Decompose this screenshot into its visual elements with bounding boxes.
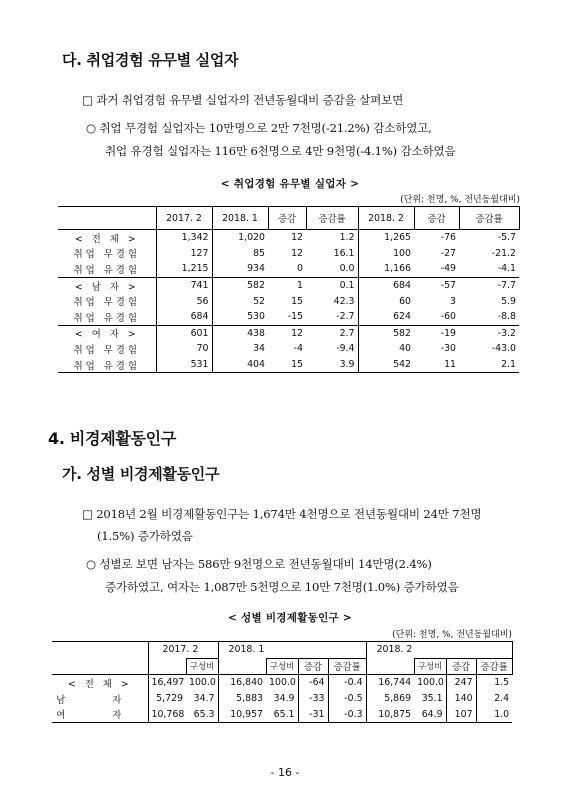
cell: 0.0	[306, 261, 358, 277]
cell: 56	[156, 293, 212, 309]
sub-bullet-line: ○ 성별로 보면 남자는 586만 9천명으로 전년동월대비 14만명(2.4%)	[86, 557, 432, 571]
table-row	[52, 691, 512, 707]
cell: -43.0	[491, 343, 516, 355]
cell: -19	[414, 325, 459, 341]
cell: 624	[393, 311, 411, 323]
cell: 5,729	[156, 693, 183, 705]
cell: -33	[298, 691, 328, 707]
table-row	[58, 325, 519, 341]
col-header: 증감	[268, 207, 306, 230]
cell: -4	[293, 343, 303, 355]
table-unit-note: (단위: 천명, %, 전년동월대비)	[392, 630, 512, 640]
cell: 3.9	[306, 357, 358, 373]
table-row	[58, 341, 519, 357]
cell: 10,768	[148, 706, 186, 722]
cell: 12	[268, 325, 306, 341]
table-row	[58, 293, 519, 309]
cell: 16,744	[366, 675, 414, 691]
col-header: 증감률	[459, 207, 519, 230]
cell: -0.3	[328, 706, 366, 722]
cell: 100.0	[266, 675, 298, 691]
bullet-paragraph: □ 과거 취업경험 유무별 실업자의 전년동월대비 증감을 살펴보면	[82, 93, 404, 107]
cell: -0.4	[328, 675, 366, 691]
cell: -9.4	[306, 341, 358, 357]
cell: 65.3	[186, 706, 218, 722]
col-subheader: 증감률	[476, 658, 512, 675]
cell: 582	[212, 277, 268, 293]
cell: -7.7	[459, 277, 519, 293]
cell: -57	[414, 277, 459, 293]
cell: 140	[446, 691, 476, 707]
table-row	[58, 230, 519, 246]
table-caption: < 성별 비경제활동인구 >	[227, 612, 353, 624]
col-header: 2017. 2	[156, 207, 212, 230]
cell: -60	[440, 311, 456, 323]
cell: -5.7	[459, 230, 519, 246]
table-row	[58, 357, 519, 373]
cell: 1,342	[156, 230, 212, 246]
cell: 5.9	[501, 295, 516, 307]
inactive-by-gender-table	[52, 641, 513, 723]
cell: 34.9	[266, 691, 298, 707]
row-label: < 전 체 >	[52, 675, 148, 691]
cell: 127	[156, 246, 212, 262]
sub-bullet-line: 취업 유경험 실업자는 116만 6천명으로 4만 9천명(-4.1%) 감소하였음	[105, 144, 456, 158]
cell: 5,869	[384, 693, 412, 705]
sub-bullet-line: 증가하였고, 여자는 1,087만 5천명으로 10만 7천명(1.0%) 증가하였음	[105, 580, 459, 594]
cell: -0.5	[328, 691, 366, 707]
cell: -76	[414, 230, 459, 246]
table-unit-note: (단위: 천명, %, 전년동월대비)	[400, 195, 520, 205]
cell: 16,497	[148, 675, 186, 691]
row-label: < 남 자 >	[58, 277, 156, 293]
row-label: 취업 무경험	[58, 246, 156, 262]
cell: -3.2	[459, 325, 519, 341]
col-subheader: 증감	[298, 658, 328, 675]
cell: 1,166	[384, 263, 411, 275]
bullet-paragraph: □ 2018년 2월 비경제활동인구는 1,674만 4천명으로 전년동월대비 24만 7천명	[82, 507, 482, 521]
cell: 64.9	[414, 706, 446, 722]
cell: 1,265	[358, 230, 414, 246]
cell: 100	[393, 247, 411, 259]
cell: 0	[297, 263, 303, 275]
cell: 1.2	[306, 230, 358, 246]
cell: 0.1	[306, 277, 358, 293]
col-header: 2018. 2	[358, 207, 414, 230]
cell: 34.7	[186, 691, 218, 707]
cell: 601	[156, 325, 212, 341]
cell: 52	[253, 295, 265, 307]
col-header: 2017. 2	[148, 642, 218, 659]
cell: 11	[414, 357, 459, 373]
cell: 85	[253, 247, 265, 259]
cell: -4.1	[497, 263, 516, 275]
cell: 16,840	[218, 675, 266, 691]
cell: 1.0	[476, 706, 512, 722]
cell: 684	[358, 277, 414, 293]
cell: -31	[298, 706, 328, 722]
col-subheader: 증감률	[328, 658, 366, 675]
table-row	[58, 261, 519, 277]
cell: 107	[446, 706, 476, 722]
cell: 684	[156, 309, 212, 325]
row-label: 남 자	[52, 691, 148, 707]
table-row	[58, 277, 519, 293]
cell: 10,875	[366, 706, 414, 722]
col-header: 증감	[414, 207, 459, 230]
col-subheader: 증감	[446, 658, 476, 675]
row-label: 취업 유경험	[58, 309, 156, 325]
cell: -27	[440, 247, 456, 259]
cell: -49	[440, 263, 456, 275]
col-subheader: 구성비	[414, 658, 446, 675]
col-header: 2018. 1	[218, 642, 366, 659]
cell: 438	[212, 325, 268, 341]
cell: 2.1	[459, 357, 519, 373]
table-caption: < 취업경험 유무별 실업자 >	[220, 178, 360, 190]
cell: -64	[298, 675, 328, 691]
row-label: < 전 체 >	[58, 230, 156, 246]
cell: 2.4	[494, 693, 510, 705]
cell: 10,957	[218, 706, 266, 722]
cell: 2.7	[306, 325, 358, 341]
cell: 5,883	[236, 693, 264, 705]
cell: 12	[291, 247, 303, 259]
cell: 65.1	[266, 706, 298, 722]
cell: 15	[268, 357, 306, 373]
cell: 15	[291, 295, 303, 307]
col-subheader: 구성비	[266, 658, 298, 675]
cell: 1.5	[476, 675, 512, 691]
cell: -21.2	[491, 247, 516, 259]
table-row	[58, 309, 519, 325]
cell: 404	[212, 357, 268, 373]
cell: 1	[268, 277, 306, 293]
cell: 16.1	[306, 246, 358, 262]
cell: -2.7	[306, 309, 358, 325]
row-label: 취업 유경험	[58, 357, 156, 373]
cell: 35.1	[414, 691, 446, 707]
cell: -15	[287, 311, 303, 323]
cell: 741	[156, 277, 212, 293]
cell: 12	[268, 230, 306, 246]
bullet-paragraph-cont: (1.5%) 증가하였음	[97, 529, 193, 543]
section-heading-unemployed-by-experience: 다. 취업경험 유무별 실업자	[62, 51, 239, 69]
row-label: 여 자	[52, 706, 148, 722]
cell: 530	[247, 311, 265, 323]
cell: 34	[253, 343, 265, 355]
cell: 100.0	[414, 675, 446, 691]
page-number: - 16 -	[270, 766, 300, 779]
cell: 3	[450, 295, 456, 307]
cell: 42.3	[306, 293, 358, 309]
row-label: < 여 자 >	[58, 325, 156, 341]
cell: 1,215	[156, 261, 212, 277]
cell: 934	[247, 263, 265, 275]
col-subheader: 구성비	[186, 658, 218, 675]
col-header: 2018. 2	[366, 642, 512, 659]
unemployed-by-experience-table	[58, 206, 520, 373]
cell: 1,020	[212, 230, 268, 246]
col-header: 증감률	[306, 207, 358, 230]
row-label: 취업 무경험	[58, 341, 156, 357]
table-row	[52, 675, 512, 691]
cell: -8.8	[497, 311, 516, 323]
section-heading-economically-inactive: 4. 비경제활동인구	[48, 429, 176, 448]
col-header: 2018. 1	[212, 207, 268, 230]
cell: 531	[156, 357, 212, 373]
cell: 40	[399, 343, 411, 355]
cell: 60	[399, 295, 411, 307]
table-row	[58, 246, 519, 262]
cell: -30	[440, 343, 456, 355]
sub-bullet-line: ○ 취업 무경험 실업자는 10만명으로 2만 7천명(-21.2%) 감소하였고,	[86, 121, 432, 135]
row-label: 취업 무경험	[58, 293, 156, 309]
section-heading-by-gender: 가. 성별 비경제활동인구	[62, 465, 220, 483]
table-row	[52, 706, 512, 722]
cell: 582	[358, 325, 414, 341]
cell: 70	[156, 341, 212, 357]
cell: 100.0	[186, 675, 218, 691]
cell: 247	[446, 675, 476, 691]
row-label: 취업 유경험	[58, 261, 156, 277]
cell: 542	[358, 357, 414, 373]
